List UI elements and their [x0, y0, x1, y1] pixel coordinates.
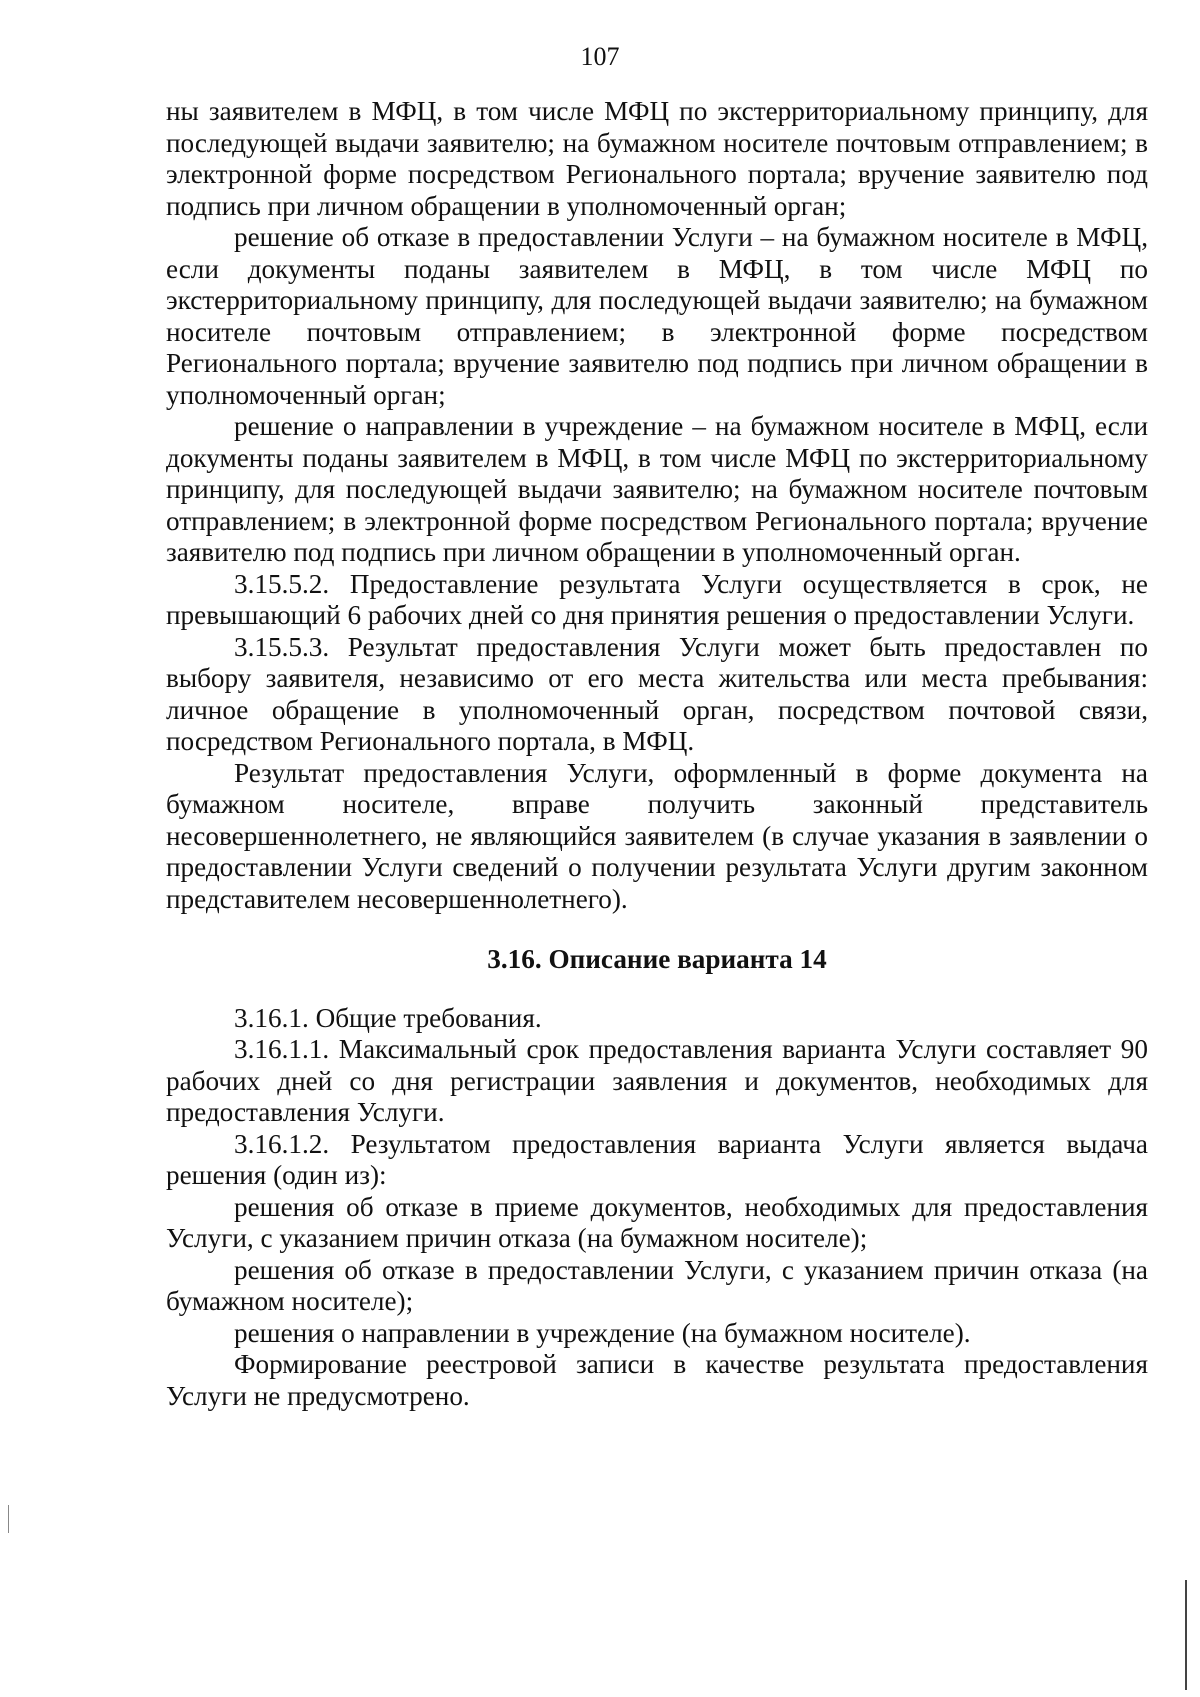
scan-speck [8, 1505, 9, 1533]
list-item-refusal-service: решения об отказе в предоставлении Услуги, с указанием причин отказа (на бумажном носителе); [166, 1254, 1148, 1316]
paragraph-refusal-decision: решение об отказе в предоставлении Услуги – на бумажном носителе в МФЦ, если документы поданы заявителем в МФЦ, в том числе МФЦ по экстерриториальному принципу, для последующей выдачи заявителю; на бумажном носителе почтовым отправлением; в электронной форме посредством Регионального портала; вручение заявителю под подпись при личном обращении в уполномоченный орган; [166, 222, 1148, 410]
list-item-referral: решения о направлении в учреждение (на бумажном носителе). [234, 1317, 971, 1348]
document-body [166, 96, 1148, 1412]
paragraph-continuation: ны заявителем в МФЦ, в том числе МФЦ по экстерриториальному принципу, для последующей выдачи заявителю; на бумажном носителе почтовым отправлением; в электронной форме посредством Регионального портала; вручение заявителю под подпись при личном обращении в уполномоченный орган; [166, 96, 1148, 221]
paragraph-3-15-5-2: 3.15.5.2. Предоставление результата Услуги осуществляется в срок, не превышающий 6 рабочих дней со дня принятия решения о предоставлении Услуги. [166, 568, 1148, 630]
paragraph-registry-record: Формирование реестровой записи в качестве результата предоставления Услуги не предусмотрено. [166, 1349, 1148, 1411]
paragraph-3-15-5-3: 3.15.5.3. Результат предоставления Услуги может быть предоставлен по выбору заявителя, независимо от его места жительства или места пребывания: личное обращение в уполномоченный орган, посредством почтовой связи, посредством Регионального портала, в МФЦ. [166, 631, 1148, 756]
paragraph-3-16-1: 3.16.1. Общие требования. [234, 1002, 542, 1033]
paragraph-legal-representative: Результат предоставления Услуги, оформленный в форме документа на бумажном носителе, вправе получить законный представитель несовершеннолетнего, не являющийся заявителем (в случае указания в заявлении о предоставлении Услуги сведений о получении результата Услуги другим законном представителем несовершеннолетнего). [166, 757, 1148, 914]
list-item-refusal-acceptance: решения об отказе в приеме документов, необходимых для предоставления Услуги, с указанием причин отказа (на бумажном носителе); [166, 1191, 1148, 1253]
paragraph-3-16-1-2: 3.16.1.2. Результатом предоставления варианта Услуги является выдача решения (один из): [166, 1128, 1148, 1190]
scan-edge-line [1185, 1580, 1187, 1690]
section-heading: 3.16. Описание варианта 14 [487, 944, 827, 974]
page-number: 107 [580, 42, 620, 71]
paragraph-3-16-1-1: 3.16.1.1. Максимальный срок предоставления варианта Услуги составляет 90 рабочих дней со дня регистрации заявления и документов, необходимых для предоставления Услуги. [166, 1034, 1148, 1127]
paragraph-referral-decision: решение о направлении в учреждение – на бумажном носителе в МФЦ, если документы поданы заявителем в МФЦ, в том числе МФЦ по экстерриториальному принципу, для последующей выдачи заявителю; на бумажном носителе почтовым отправлением; в электронной форме посредством Регионального портала; вручение заявителю под подпись при личном обращении в уполномоченный орган. [166, 411, 1148, 567]
